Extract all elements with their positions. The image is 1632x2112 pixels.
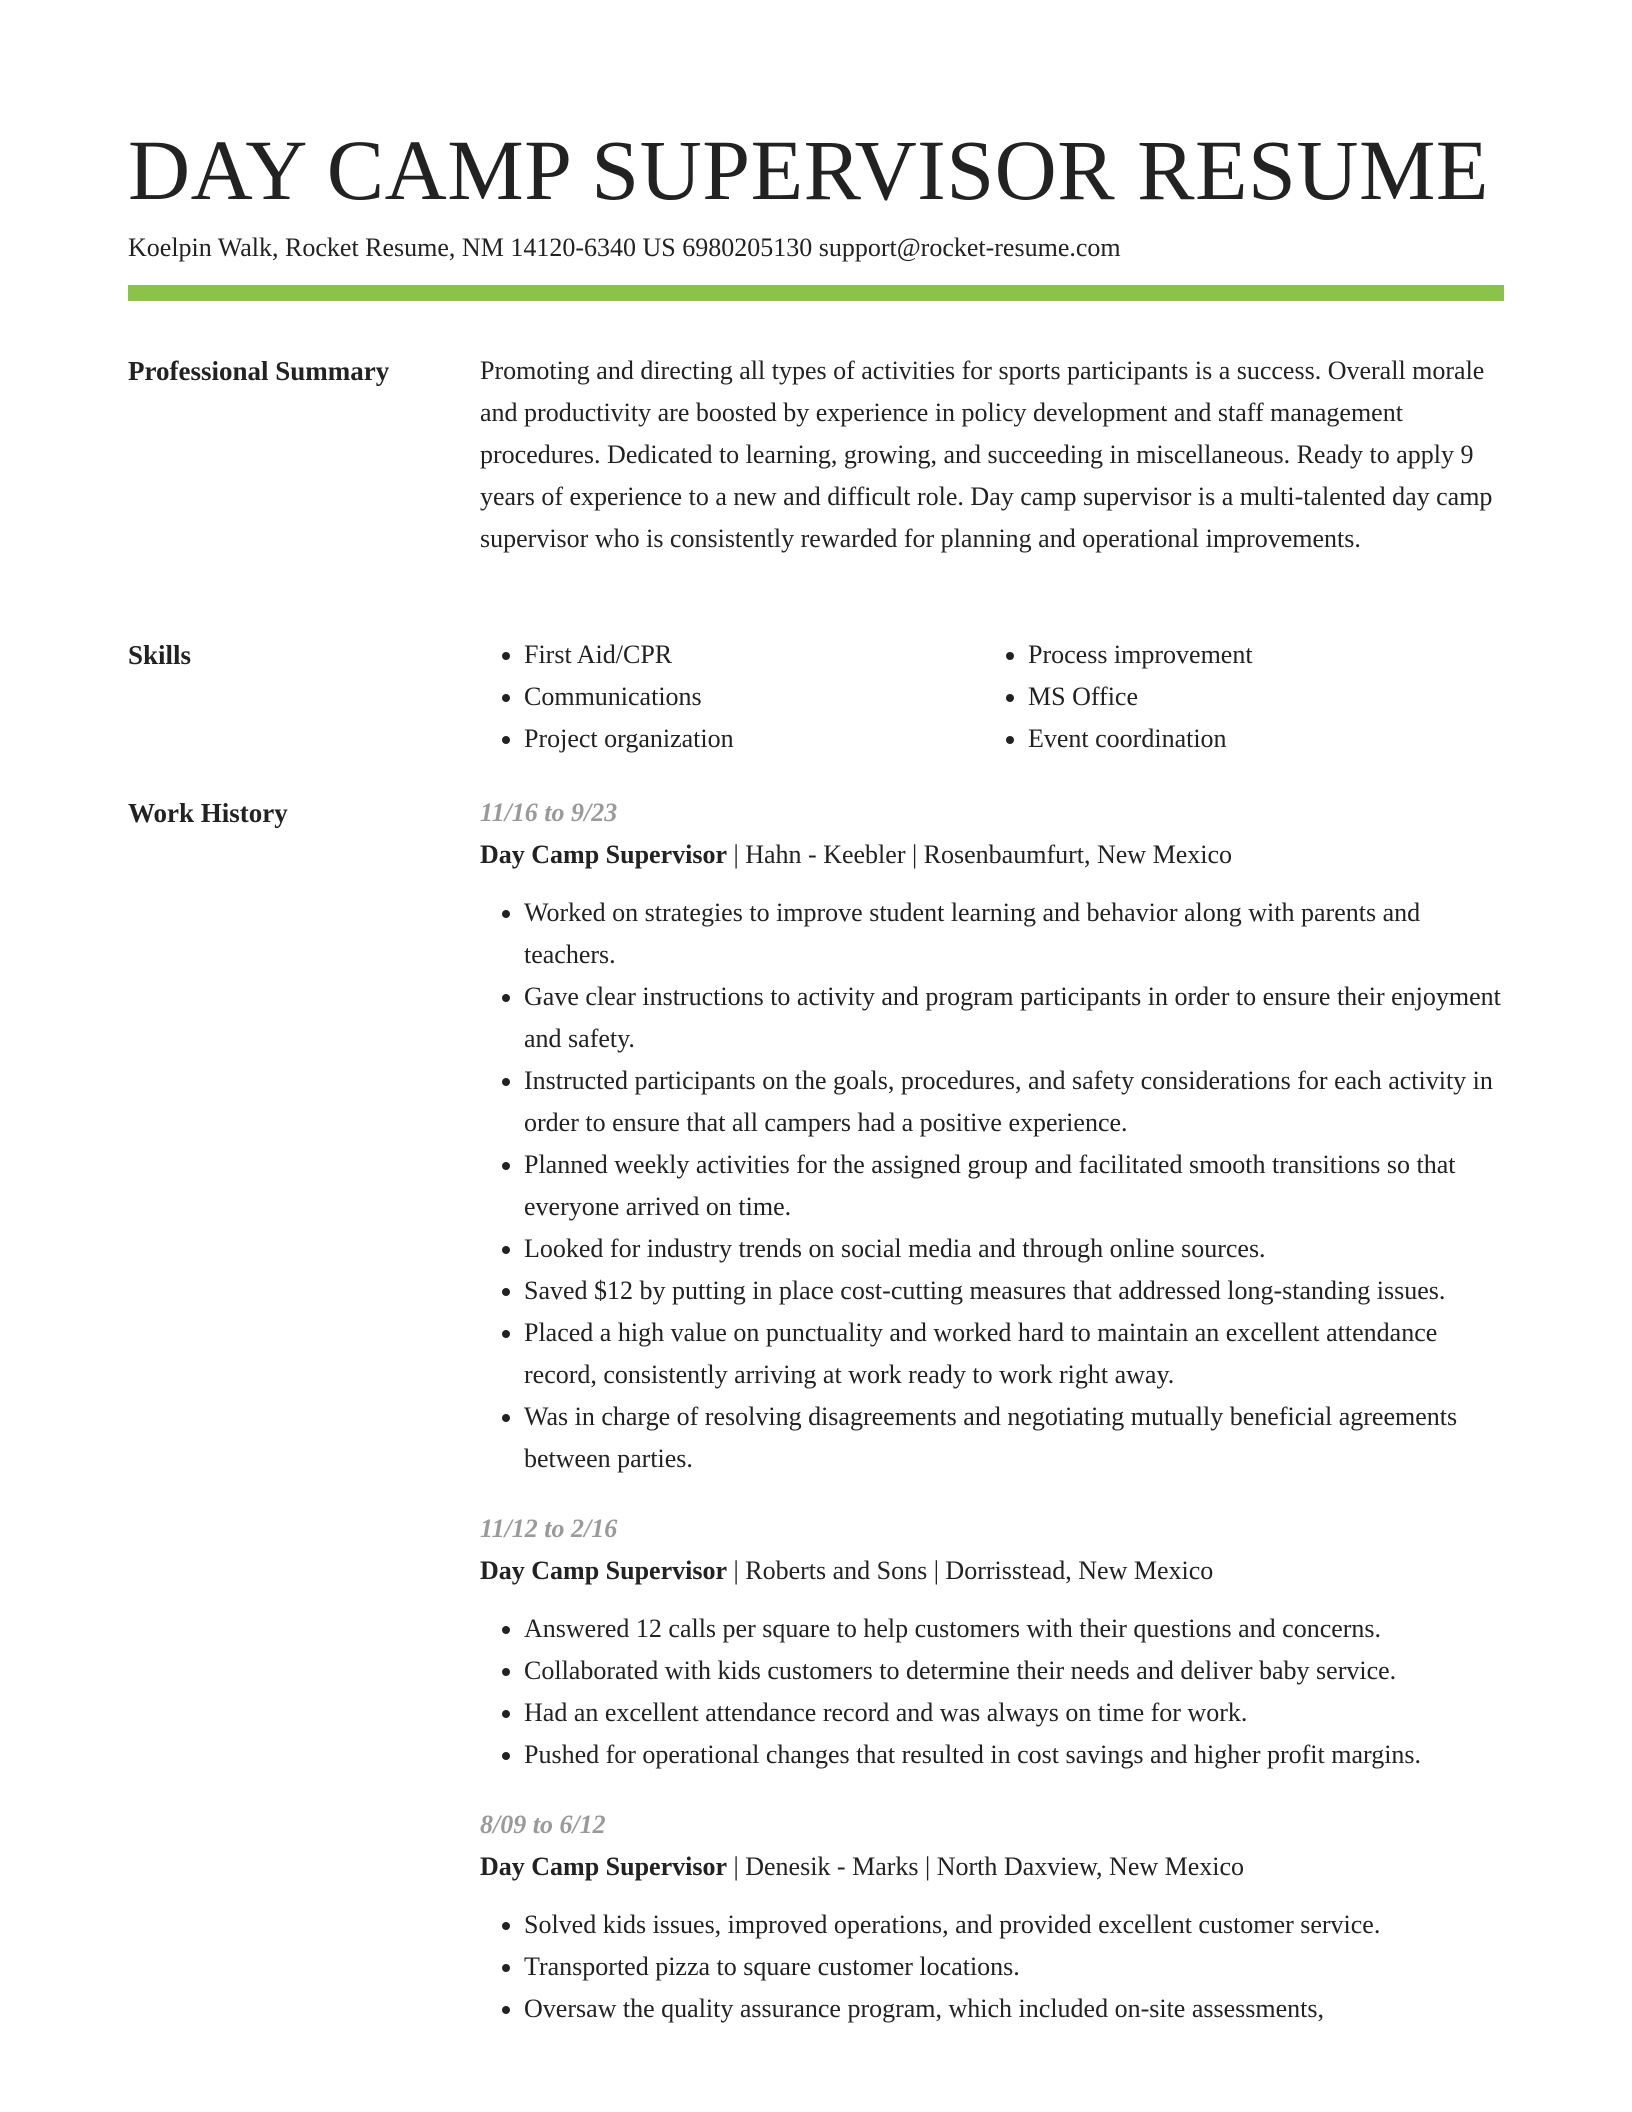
resume-title: DAY CAMP SUPERVISOR RESUME	[128, 122, 1489, 218]
job-bullet: • Placed a high value on punctuality and worked hard to maintain an excellent attendance record, consistently arriving at work ready to work right away.	[524, 1312, 1504, 1396]
job-entry	[480, 1804, 1504, 2030]
skill-item: • First Aid/CPR	[524, 634, 734, 676]
job-bullet: • Worked on strategies to improve student learning and behavior along with parents and teachers.	[524, 892, 1504, 976]
summary-body	[480, 350, 1504, 560]
summary-text: Promoting and directing all types of activities for sports participants is a success. Overall morale and productivity are boosted by experience in policy development and staff management procedures. Dedicated to learning, growing, and succeeding in miscellaneous. Ready to apply 9 years of experience to a new and difficult role. Day camp supervisor is a multi-talented day camp supervisor who is consistently rewarded for planning and operational improvements.	[480, 356, 1493, 553]
skills-heading: Skills	[128, 640, 192, 670]
job-details: | Roberts and Sons | Dorrisstead, New Mexico	[727, 1556, 1214, 1585]
job-details: | Hahn - Keebler | Rosenbaumfurt, New Mexico	[727, 840, 1232, 869]
job-bullet: • Saved $12 by putting in place cost-cutting measures that addressed long-standing issues.	[524, 1270, 1504, 1312]
skill-item: • Process improvement	[1028, 634, 1253, 676]
job-title: Day Camp Supervisor	[480, 840, 728, 869]
skills-list-right	[984, 634, 1253, 760]
job-dates: 8/09 to 6/12	[480, 1810, 606, 1839]
job-details: | Denesik - Marks | North Daxview, New Mexico	[727, 1852, 1245, 1881]
job-bullet: • Planned weekly activities for the assigned group and facilitated smooth transitions so that everyone arrived on time.	[524, 1144, 1504, 1228]
job-entry	[480, 792, 1504, 1480]
contact-line: Koelpin Walk, Rocket Resume, NM 14120-6340 US 6980205130 support@rocket-resume.com	[128, 233, 1121, 262]
job-bullet: • Gave clear instructions to activity and program participants in order to ensure their enjoyment and safety.	[524, 976, 1504, 1060]
skill-item: • Project organization	[524, 718, 734, 760]
job-entry	[480, 1508, 1504, 1776]
skill-item: • MS Office	[1028, 676, 1253, 718]
job-bullets	[480, 1608, 1504, 1776]
job-bullet: • Had an excellent attendance record and was always on time for work.	[524, 1692, 1504, 1734]
job-bullets	[480, 892, 1504, 1480]
job-bullet: • Instructed participants on the goals, procedures, and safety considerations for each activity in order to ensure that all campers had a positive experience.	[524, 1060, 1504, 1144]
job-bullet: • Answered 12 calls per square to help customers with their questions and concerns.	[524, 1608, 1504, 1650]
job-bullet: • Looked for industry trends on social media and through online sources.	[524, 1228, 1504, 1270]
job-bullet: • Oversaw the quality assurance program, which included on-site assessments,	[524, 1988, 1504, 2030]
header-divider	[128, 285, 1504, 301]
job-heading	[480, 834, 1504, 876]
job-bullet: • Transported pizza to square customer locations.	[524, 1946, 1504, 1988]
skills-list-left	[480, 634, 734, 760]
job-title: Day Camp Supervisor	[480, 1556, 728, 1585]
job-bullet: • Pushed for operational changes that resulted in cost savings and higher profit margins.	[524, 1734, 1504, 1776]
job-bullets	[480, 1904, 1504, 2030]
job-title: Day Camp Supervisor	[480, 1852, 728, 1881]
summary-heading: Professional Summary	[128, 356, 390, 386]
skills-body	[480, 634, 1504, 760]
job-heading	[480, 1550, 1504, 1592]
work-body	[480, 792, 1504, 2058]
job-dates: 11/16 to 9/23	[480, 798, 618, 827]
job-bullet: • Was in charge of resolving disagreements and negotiating mutually beneficial agreements between parties.	[524, 1396, 1504, 1480]
skill-item: • Communications	[524, 676, 734, 718]
job-heading	[480, 1846, 1504, 1888]
job-bullet: • Solved kids issues, improved operations, and provided excellent customer service.	[524, 1904, 1504, 1946]
job-bullet: • Collaborated with kids customers to determine their needs and deliver baby service.	[524, 1650, 1504, 1692]
work-heading: Work History	[128, 798, 288, 828]
skill-item: • Event coordination	[1028, 718, 1253, 760]
job-dates: 11/12 to 2/16	[480, 1514, 618, 1543]
